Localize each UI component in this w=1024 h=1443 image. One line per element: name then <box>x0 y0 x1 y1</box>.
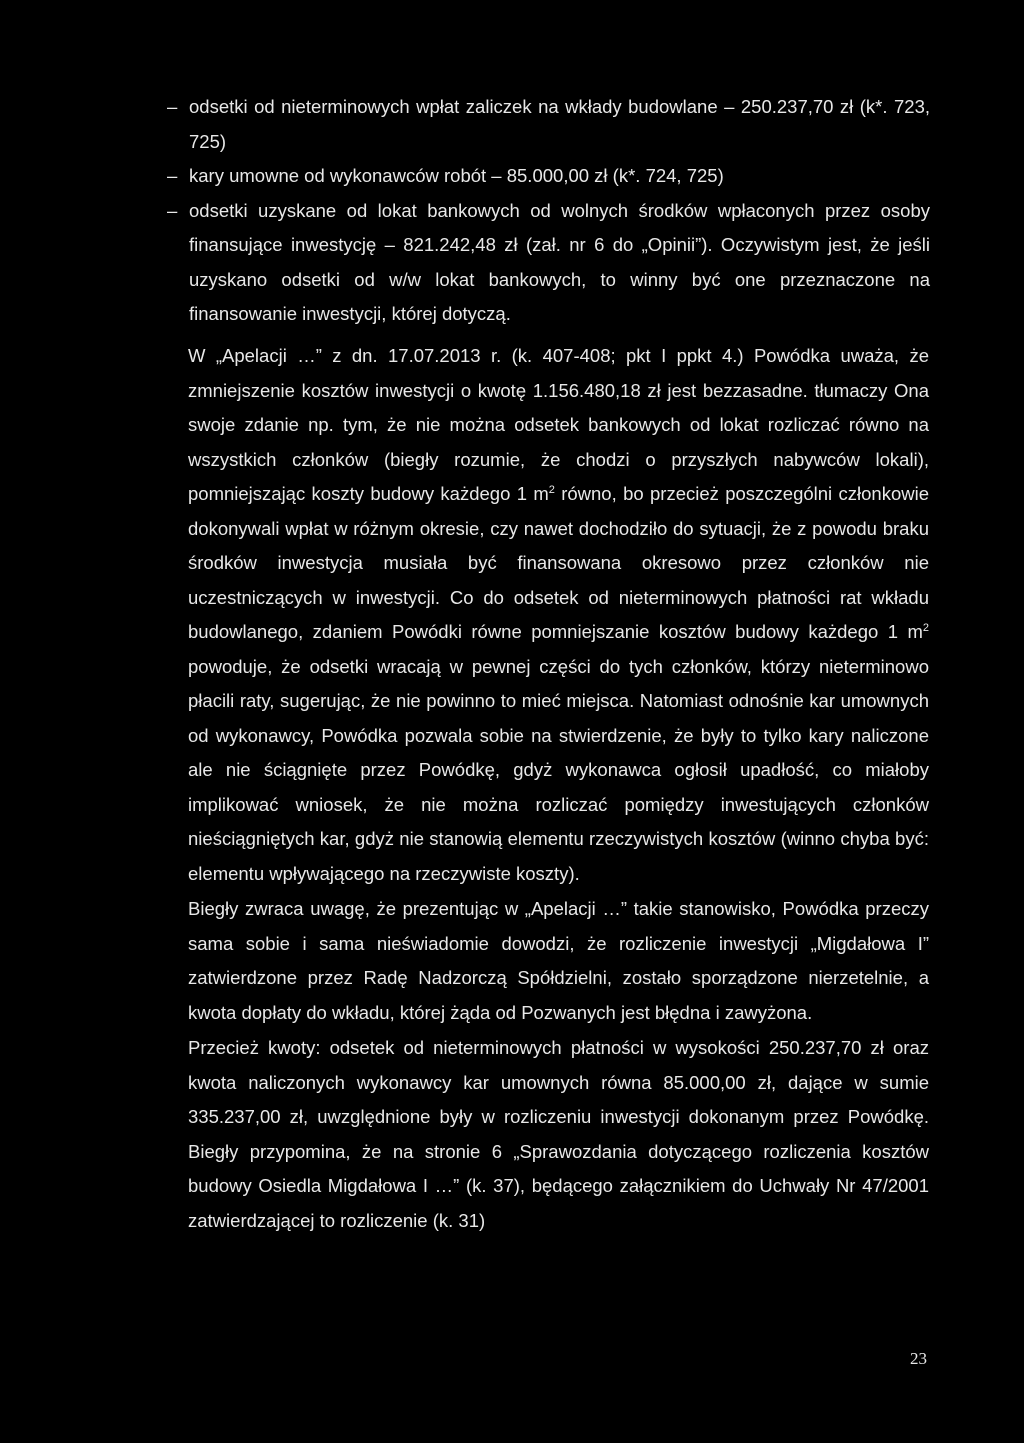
superscript: 2 <box>548 483 555 496</box>
bullet-item <box>167 90 930 159</box>
bullet-item <box>167 194 930 332</box>
paragraph-biegly: Biegły zwraca uwagę, że prezentując w „Apelacji …” takie stanowisko, Powódka przeczy sama sobie i sama nieświadomie dowodzi, że rozliczenie inwestycji „Migdałowa I” zatwierdzone przez Radę Nadzorczą Spółdzielni, zostało sporządzone nierzetelnie, a kwota dopłaty do wkładu, której żąda od Pozwanych jest błędna i zawyżona. <box>188 898 929 1023</box>
bullet-text: odsetki uzyskane od lokat bankowych od wolnych środków wpłaconych przez osoby finansujące inwestycję – 821.242,48 zł (zał. nr 6 do „Opinii”). Oczywistym jest, że jeśli uzyskano odsetki od w/w lokat bankowych, to winny być one przeznaczone na finansowanie inwestycji, której dotyczą. <box>189 199 930 324</box>
bullet-item <box>167 159 930 194</box>
paragraph-text: równo, bo przecież poszczególni członkowie dokonywali wpłat w różnym okresie, czy nawet dochodziło do sytuacji, że z powodu braku środków inwestycja musiała być finansowana okresowo przez członków nie uczestniczących w inwestycji. Co do odsetek od nieterminowych płatności rat wkładu budowlanego, zdaniem Powódki równe pomniejszanie kosztów budowy każdego 1 m <box>188 483 929 642</box>
paragraph-apelacja <box>188 339 929 891</box>
bullet-dash: – <box>167 96 178 117</box>
bullet-text: odsetki od nieterminowych wpłat zaliczek na wkłady budowlane – 250.237,70 zł (k*. 723, 725) <box>189 96 930 152</box>
bullet-list <box>167 90 930 332</box>
page-number: 23 <box>910 1349 927 1368</box>
paragraph-text: powoduje, że odsetki wracają w pewnej części do tych członków, którzy nieterminowo płacili raty, sugerując, że nie powinno to mieć miejsca. Natomiast odnośnie kar umownych od wykonawcy, Powódka pozwala sobie na stwierdzenie, że były to tylko kary naliczone ale nie ściągnięte przez Powódkę, gdyż wykonawca ogłosił upadłość, co miałoby implikować wniosek, że nie można rozliczać pomiędzy inwestujących członków nieściągniętych kar, gdyż nie stanowią elementu rzeczywistych kosztów (winno chyba być: elementu wpływającego na rzeczywiste koszty). <box>188 655 929 884</box>
bullet-dash: – <box>167 199 178 221</box>
bullet-text: kary umowne od wykonawców robót – 85.000,00 zł (k*. 724, 725) <box>189 165 724 186</box>
superscript: 2 <box>922 621 929 634</box>
paragraph-przeciez: Przecież kwoty: odsetek od nieterminowych płatności w wysokości 250.237,70 zł oraz kwota naliczonych wykonawcy kar umownych równa 85.000,00 zł, dające w sumie 335.237,00 zł, uwzględnione były w rozliczeniu inwestycji dokonanym przez Powódkę. Biegły przypomina, że na stronie 6 „Sprawozdania dotyczącego rozliczenia kosztów budowy Osiedla Migdałowa I …” (k. 37), będącego załącznikiem do Uchwały Nr 47/2001 zatwierdzającej to rozliczenie (k. 31) <box>188 1037 929 1231</box>
bullet-dash: – <box>167 165 178 186</box>
body-text <box>188 339 929 1238</box>
paragraph-text: W „Apelacji …” z dn. 17.07.2013 r. (k. 407-408; pkt I ppkt 4.) Powódka uważa, że zmniejszenie kosztów inwestycji o kwotę 1.156.480,18 zł jest bezzasadne. tłumaczy Ona swoje zdanie np. tym, że nie można odsetek bankowych od lokat rozliczać równo na wszystkich członków (biegły rozumie, że chodzi o przyszłych nabywców lokali), pomniejszając koszty budowy każdego 1 m <box>188 345 929 504</box>
